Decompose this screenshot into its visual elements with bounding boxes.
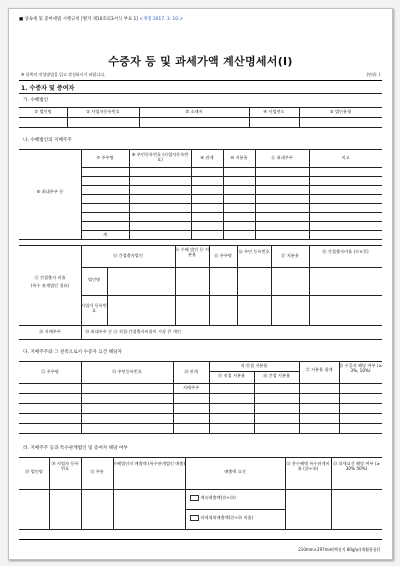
instruction-note: ※ 뒤쪽의 작성방법을 읽고 작성하시기 바랍니다. <box>21 72 106 77</box>
col-e-biz-reg-no: ㉚ 사업자 등록 번호 <box>51 461 79 472</box>
checkbox-continuing-sales[interactable] <box>190 495 199 501</box>
col-e-tax-eligible: ㉝ 과세요건 해당 여부 (≥ 30% 50%) <box>332 461 381 472</box>
bottom-rule <box>19 539 382 540</box>
section-2-title: 다. 지배주주와 그 친족으로서 수증자 요건 해당자 <box>23 350 122 355</box>
total-row-label: 계 <box>102 232 108 237</box>
row-largest-shareholders: ⑥ 최대주주 등 <box>36 189 64 194</box>
paper-spec: 210mm×297mm[백상지 80g/㎡(재활용품)] <box>298 547 380 552</box>
col-c-share-ratio: ⑰ 지분율 <box>281 253 299 258</box>
col-corp-name: ① 법인명 <box>34 109 52 114</box>
col-shareholder-name: ⑦ 주주명 <box>96 155 114 160</box>
form-header: ■ 상속세 및 증여세법 시행규칙 [별지 제10호의3서식 부표 1] <개정 2017. 3. 10.> <box>19 17 184 22</box>
unit-label: (단위: ) <box>366 72 380 77</box>
revision-date: <개정 2017. 3. 10.> <box>139 17 184 22</box>
subrow-biz-reg-no: 사업자 등록번호 <box>81 303 107 314</box>
col-c-shareholder-name: ⑮ 주주명 <box>214 253 232 258</box>
col-d-shareholder-name: ㉒ 주주명 <box>41 369 59 374</box>
col-share-ratio: ⑩ 지분율 <box>230 155 248 160</box>
form-page <box>8 8 393 560</box>
col-indirect-corp: ⑬ 간접출자법인 <box>113 253 143 258</box>
form-title: 수증자 등 및 과세가액 계산명세서(Ⅰ) <box>108 55 293 68</box>
row-indirect-ratio: ⑫ 간접출자 비율 <box>34 275 66 280</box>
col-remarks: 비고 <box>341 155 350 160</box>
top-rule <box>19 80 382 81</box>
col-corp-type: ⑤ 법인유형 <box>329 109 352 114</box>
col-d-share-total: ㉗ 지분율 합계 <box>305 367 333 372</box>
col-e-related-ratio: ㉜ 총수혜액 특수관계비율 (㉙÷㉚) <box>286 461 330 472</box>
col-d-recipient-eligible: ㉘ 수증자 해당 여부 (≥ 3%, 10%) <box>339 363 382 374</box>
col-d-direct-share: ㉕ 직접 지분율 <box>217 373 246 378</box>
option-excluded-sales: 과세제외매출액(㉙÷㉚ 비율) <box>189 515 281 521</box>
checkbox-excluded-sales[interactable] <box>190 515 199 521</box>
option-continuing-sales: 계속매출액(㉙÷㉚) <box>189 495 281 501</box>
row-controlling-shareholder: ⑲ 지배주주 <box>39 329 61 334</box>
col-address: ③ 소재지 <box>185 109 203 114</box>
section-1-title: 1. 수증자 및 증여자 <box>21 85 75 92</box>
col-e-sales-requirement: 매출액 요건 <box>224 469 246 474</box>
subrow-corp-name: 법인명 <box>87 277 101 282</box>
col-fiscal-year: ④ 사업연도 <box>263 109 285 114</box>
d-controlling-label: 지배주주 <box>182 385 200 390</box>
col-d-resident-reg-no: ㉓ 주민등록번호 <box>112 369 142 374</box>
col-d-direct-indirect: 직·간접 지분율 <box>240 363 268 368</box>
col-biz-reg-no: ② 사업자등록번호 <box>86 109 120 114</box>
section-1a-title: 가. 수혜법인 <box>23 98 49 103</box>
col-relation: ⑨ 관계 <box>200 155 214 160</box>
col-e-subject: ㉛ 주관 <box>90 469 104 474</box>
col-e-corp-name: ㉙ 법인명 <box>25 469 43 474</box>
col-d-relation: ㉔ 관계 <box>184 369 198 374</box>
col-largest-holder: ⑪ 최대주주 <box>271 155 293 160</box>
col-resident-reg-no: ⑧ 주민등록번호 (사업자등록번호) <box>131 152 189 163</box>
section-1b-title: 나. 수혜법인의 지배주주 <box>23 138 72 143</box>
row-indirect-ratio-note: (특수 관계법인 경유) <box>30 283 70 288</box>
col-indirect-ratio-calc: ⑱ 간접출자비율 (⑭×⑰) <box>322 249 369 254</box>
col-d-indirect-share: ㉖ 간접 지분율 <box>262 373 291 378</box>
col-c-resident-reg-no: ⑯ 주민 등록번호 <box>238 249 270 254</box>
col-e-beneficiary-sales: 수혜법인의 매출액 (특수관계법인 매출) <box>113 461 185 466</box>
col-beneficiary-share: ⑭ 수혜 법인 등 지분율 <box>175 247 209 258</box>
section-3-title: 라. 지배주주 등과 특수관계법인 및 증여자 해당 여부 <box>23 446 128 451</box>
controlling-shareholder-desc: ⑳ 최대주주 중 ㉑ 직접·간접출자비율이 가장 큰 개인 <box>85 329 181 334</box>
